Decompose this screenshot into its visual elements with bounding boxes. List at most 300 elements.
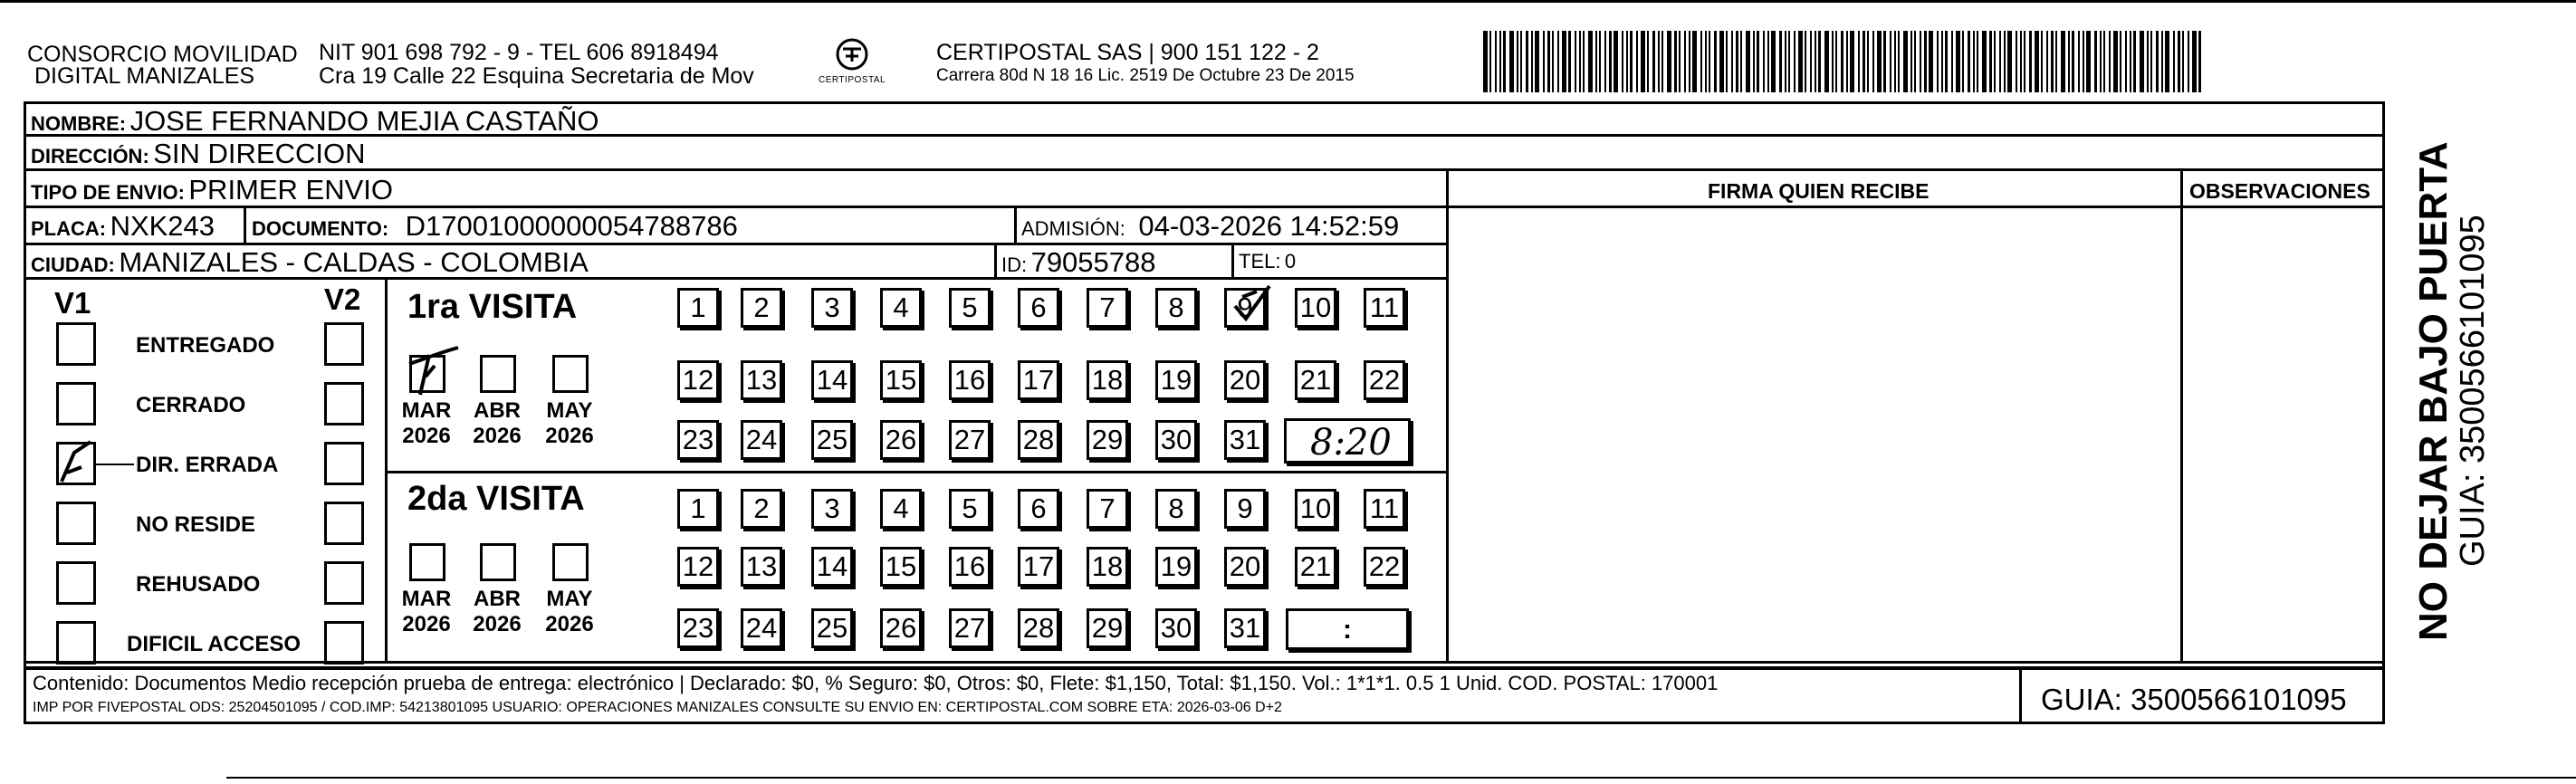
barcode-bar [1543,31,1545,92]
v2-checkbox[interactable] [324,561,364,605]
tipo-envio-label: TIPO DE ENVIO: [31,181,185,204]
v2-checkbox[interactable] [324,502,364,545]
month-name: ABR [474,587,521,611]
month-year: 2026 [473,423,522,448]
barcode-bar [1684,31,1686,92]
barcode-bar [1794,31,1796,92]
visit2-title: 2da VISITA [407,480,585,518]
barcode-bar [1989,31,1992,92]
barcode-bar [1924,31,1927,92]
tel-cell [1239,252,1296,272]
month-name: MAY [546,587,593,611]
barcode-bar [2029,31,2032,92]
barcode-bar [1626,31,1628,92]
barcode-bar [2083,31,2084,92]
day-box[interactable]: 26 [880,420,922,460]
logo-caption: CERTIPOSTAL [819,75,886,85]
barcode-bar [1824,31,1829,92]
day-box[interactable]: 20 [1224,360,1266,400]
v1-check-mark [54,436,100,489]
day-box[interactable]: 21 [1295,547,1336,587]
day-box[interactable]: 22 [1364,360,1405,400]
day-box[interactable]: 16 [949,360,991,400]
barcode-bar [2094,31,2097,92]
barcode-bar [1495,31,1497,92]
barcode-bar [1850,31,1854,92]
v2-checkbox[interactable] [324,621,364,664]
courier-line2: Carrera 80d N 18 16 Lic. 2519 De Octubre 23 De 2015 [936,66,1355,85]
day-box[interactable]: 31 [1224,420,1266,460]
visit1-time-box[interactable] [1284,418,1411,464]
id-value: 79055788 [1030,246,1156,278]
barcode-bar [1920,31,1921,92]
day-box[interactable]: 28 [1018,608,1059,648]
barcode-bar [1658,31,1660,92]
barcode-bar [1636,31,1638,92]
day-box[interactable]: 13 [741,360,782,400]
status-option-label: REHUSADO [136,572,261,597]
day-box[interactable]: 30 [1155,420,1197,460]
direccion-label: DIRECCIÓN: [31,145,149,167]
month-year: 2026 [473,611,522,636]
day-box[interactable]: 10 [1295,489,1336,529]
row-line [24,168,2385,171]
barcode-bar [1890,31,1891,92]
day-box[interactable]: 17 [1018,547,1059,587]
month-year: 2026 [545,423,594,448]
barcode-bar [1692,31,1697,92]
day-box[interactable]: 4 [880,489,922,529]
day-box[interactable]: 6 [1018,288,1059,328]
barcode-bar [1726,31,1728,92]
barcode-bar [1557,31,1559,92]
barcode-bar [1614,31,1618,92]
barcode-bar [1779,31,1782,92]
barcode-bar [1652,31,1655,92]
month-year: 2026 [402,611,451,636]
month-label [467,398,527,448]
day-box[interactable]: 8 [1155,489,1197,529]
day-box[interactable]: 21 [1295,360,1336,400]
barcode-bar [1903,31,1908,92]
day-box[interactable]: 18 [1087,547,1128,587]
day-box[interactable]: 19 [1155,360,1197,400]
v2-checkbox[interactable] [324,382,364,425]
barcode-bar [2188,31,2189,92]
day-box[interactable]: 19 [1155,547,1197,587]
day-box[interactable]: 11 [1364,288,1405,328]
barcode-bar [1956,31,1960,92]
barcode-bar [2072,31,2074,92]
ciudad-value: MANIZALES - CALDAS - COLOMBIA [119,246,589,278]
barcode-bar [1746,31,1750,92]
barcode-bar [1709,31,1710,92]
footer-line [24,661,2385,664]
barcode-bar [1740,31,1742,92]
barcode-bar [1982,31,1987,92]
barcode-bar [1489,31,1491,92]
day-box[interactable]: 15 [880,547,922,587]
status-option-label: DIR. ERRADA [136,453,279,477]
barcode-bar [1835,31,1837,92]
barcode-bar [1753,31,1755,92]
barcode-bar [1973,31,1975,92]
day-check-mark [1230,281,1275,326]
company-name-line1: CONSORCIO MOVILIDAD [27,42,298,67]
month-checkbox[interactable] [480,543,516,581]
barcode-bar [1503,31,1506,92]
barcode-bar [1531,31,1533,92]
barcode-bar [1771,31,1776,92]
barcode-bar [1841,31,1843,92]
placa-value: NXK243 [110,210,215,242]
barcode-bar [1604,31,1606,92]
barcode-bar [1945,31,1948,92]
barcode-bar [2198,31,2201,92]
v2-checkbox[interactable] [324,442,364,485]
barcode-bar [1641,31,1645,92]
barcode-bar [1509,31,1514,92]
barcode-bar [1818,31,1821,92]
visit1-time-value: 8:20 [1310,422,1392,464]
barcode-bar [2182,31,2184,92]
cell-divider [994,243,997,277]
month-checkbox[interactable] [409,543,445,581]
barcode-bar [1977,31,1978,92]
barcode-bar [2051,31,2054,92]
barcode-bar [1962,31,1964,92]
placa-label: PLACA: [31,217,107,240]
day-box[interactable]: 15 [880,360,922,400]
day-box[interactable]: 12 [677,547,719,587]
month-checkbox[interactable] [552,543,589,581]
day-box[interactable]: 7 [1087,288,1128,328]
barcode-bar [2192,31,2197,92]
nombre-value: JOSE FERNANDO MEJIA CASTAÑO [129,105,599,137]
barcode-bar [2147,31,2149,92]
day-box[interactable]: 11 [1364,489,1405,529]
barcode-bar [2024,31,2025,92]
day-box[interactable]: 1 [677,489,719,529]
day-box[interactable]: 29 [1087,420,1128,460]
row-line [24,243,1449,245]
month-label [397,587,456,636]
visit1-title: 1ra VISITA [407,288,578,326]
day-box[interactable]: 24 [741,608,782,648]
documento-label: DOCUMENTO: [252,217,389,240]
month-label [540,398,599,448]
day-box[interactable]: 20 [1224,547,1266,587]
barcode-bar [2055,31,2057,92]
barcode-bar [1517,31,1518,92]
day-box[interactable]: 26 [880,608,922,648]
barcode-bar [2120,31,2121,92]
day-box[interactable]: 2 [741,489,782,529]
day-box[interactable]: 17 [1018,360,1059,400]
id-label: ID: [1001,253,1028,276]
day-box[interactable]: 25 [811,420,853,460]
day-box[interactable]: 5 [949,489,991,529]
day-box[interactable]: 28 [1018,420,1059,460]
barcode-bar [1815,31,1816,92]
barcode-bar [1700,31,1702,92]
barcode-bar [1846,31,1848,92]
barcode-bar [1767,31,1769,92]
day-box[interactable]: 1 [677,288,719,328]
barcode-bar [1499,31,1501,92]
barcode-bar [1894,31,1896,92]
barcode-bar [1910,31,1912,92]
barcode-bar [2100,31,2102,92]
status-option-label: DIFICIL ACCESO [127,632,302,656]
day-box[interactable]: 5 [949,288,991,328]
barcode-bar [1877,31,1882,92]
month-checkbox[interactable] [480,355,516,393]
barcode-bar [1679,31,1681,92]
visit-divider [385,471,1449,473]
placa-cell [31,212,215,240]
month-label [397,398,456,448]
row-line [1449,206,2385,208]
barcode-bar [1867,31,1869,92]
barcode-bar [1994,31,1996,92]
day-box[interactable]: 30 [1155,608,1197,648]
day-box[interactable]: 25 [811,608,853,648]
day-box[interactable]: 29 [1087,608,1128,648]
barcode-bar [1941,31,1943,92]
bottom-rule [226,777,2576,779]
day-box[interactable]: 13 [741,547,782,587]
barcode-bar [1535,31,1539,92]
barcode-bar [2133,31,2136,92]
status-option-label: ENTREGADO [136,333,275,358]
barcode-bar [1595,31,1597,92]
v1-checkbox[interactable] [56,561,96,605]
barcode-bar [1999,31,2001,92]
tipo-envio-value: PRIMER ENVIO [188,174,394,206]
month-year: 2026 [402,423,451,448]
barcode [1483,31,2207,92]
day-box[interactable]: 10 [1295,288,1336,328]
day-box[interactable]: 9 [1224,489,1266,529]
barcode-bar [1647,31,1649,92]
day-box[interactable]: 24 [741,420,782,460]
barcode-bar [1562,31,1566,92]
v2-header: V2 [324,282,361,316]
barcode-bar [1832,31,1834,92]
barcode-bar [2156,31,2159,92]
barcode-bar [1810,31,1812,92]
day-box[interactable]: 9 [1224,288,1266,328]
barcode-bar [1674,31,1677,92]
barcode-bar [1785,31,1786,92]
col-divider-firma [1446,168,1449,661]
address-line: Cra 19 Calle 22 Esquina Secretaria de Mov [319,63,754,89]
admision-value: 04-03-2026 14:52:59 [1138,210,1400,242]
nombre-row [31,107,599,135]
admision-label: ADMISIÓN: [1021,217,1125,240]
barcode-bar [1609,31,1612,92]
barcode-bar [1719,31,1724,92]
cell-divider [1014,206,1017,243]
barcode-bar [2150,31,2152,92]
day-box[interactable]: 27 [949,420,991,460]
barcode-bar [1914,31,1916,92]
barcode-bar [1579,31,1581,92]
day-box[interactable]: 3 [811,288,853,328]
day-box[interactable]: 2 [741,288,782,328]
top-edge-line [0,0,2576,3]
side-guia: GUIA: 3500566101095 [2454,215,2492,567]
certipostal-logo [811,36,893,94]
barcode-bar [2061,31,2065,92]
day-box[interactable]: 18 [1087,360,1128,400]
month-label [467,587,527,636]
barcode-bar [1661,31,1663,92]
day-box[interactable]: 14 [811,547,853,587]
barcode-bar [1599,31,1601,92]
barcode-bar [1951,31,1953,92]
barcode-bar [1757,31,1759,92]
day-box[interactable]: 27 [949,608,991,648]
barcode-bar [1937,31,1939,92]
col-divider-observaciones [2180,168,2183,661]
tel-label: TEL: [1239,250,1281,272]
barcode-bar [2173,31,2175,92]
day-box[interactable]: 14 [811,360,853,400]
v1-checkbox[interactable] [56,621,96,664]
month-name: MAR [401,398,452,423]
barcode-bar [1583,31,1585,92]
barcode-bar [1689,31,1690,92]
tel-value: 0 [1284,250,1297,272]
barcode-bar [1929,31,1933,92]
visit2-time-box[interactable] [1286,608,1409,650]
barcode-bar [1788,31,1790,92]
month-name: ABR [474,398,521,423]
barcode-bar [1568,31,1571,92]
month-label [540,587,599,636]
day-box[interactable]: 6 [1018,489,1059,529]
barcode-bar [1667,31,1671,92]
v1-checkbox[interactable] [56,322,96,366]
v2-checkbox[interactable] [324,322,364,366]
barcode-bar [2178,31,2180,92]
barcode-bar [2041,31,2043,92]
barcode-bar [1731,31,1733,92]
courier-line1: CERTIPOSTAL SAS | 900 151 122 - 2 [936,40,1319,65]
barcode-bar [1705,31,1707,92]
day-box[interactable]: 12 [677,360,719,400]
v1-checkbox[interactable] [56,502,96,545]
day-box[interactable]: 23 [677,420,719,460]
day-box[interactable]: 4 [880,288,922,328]
month-name: MAY [546,398,593,423]
barcode-bar [1968,31,1970,92]
barcode-bar [2103,31,2105,92]
ciudad-cell [31,248,589,276]
barcode-bar [2140,31,2144,92]
status-option-label: NO RESIDE [136,512,256,537]
footer-imp: IMP POR FIVEPOSTAL ODS: 25204501095 / COD.IMP: 54213801095 USUARIO: OPERACIONES MANIZALES CONSULTE SU ENVIO EN: CERTIPOSTAL.COM SOBRE ETA: 2026-03-06 D+2 [33,700,1282,715]
company-name-line2: DIGITAL MANIZALES [34,63,255,89]
footer-guia: GUIA: 3500566101095 [2041,683,2347,716]
barcode-bar [1714,31,1717,92]
barcode-bar [2068,31,2070,92]
barcode-bar [1898,31,1900,92]
barcode-bar [1547,31,1550,92]
barcode-bar [1622,31,1623,92]
barcode-bar [2161,31,2163,92]
cell-divider [244,206,246,243]
barcode-bar [2130,31,2131,92]
barcode-bar [1736,31,1738,92]
barcode-bar [2109,31,2111,92]
leader-line [96,464,134,465]
barcode-bar [1483,31,1488,92]
barcode-bar [2020,31,2022,92]
v1-checkbox[interactable] [56,382,96,425]
month-name: MAR [401,587,452,611]
barcode-bar [2078,31,2080,92]
barcode-bar [1798,31,1803,92]
tipo-envio-row [31,176,393,204]
barcode-bar [2113,31,2118,92]
barcode-bar [2165,31,2169,92]
barcode-bar [1805,31,1806,92]
footer-contenido: Contenido: Documentos Medio recepción prueba de entrega: electrónico | Declarado: $0, % Seguro: $0, Otros: $0, Flete: $1,150, Total: $1,150. Vol.: 1*1*1. 0.5 1 Unid. COD. POSTAL: 170001 [33,672,1719,694]
v1-header: V1 [54,286,91,320]
day-box[interactable]: 22 [1364,547,1405,587]
barcode-bar [1630,31,1633,92]
barcode-bar [2125,31,2127,92]
status-divider [385,277,388,661]
nombre-label: NOMBRE: [31,112,127,135]
visit2-time-value: : [1343,615,1352,645]
ciudad-label: CIUDAD: [31,253,115,276]
month-checkbox[interactable] [552,355,589,393]
admision-cell [1021,212,1399,240]
barcode-bar [2035,31,2039,92]
day-box[interactable]: 7 [1087,489,1128,529]
cell-divider [1231,243,1234,277]
barcode-bar [1763,31,1765,92]
day-box[interactable]: 8 [1155,288,1197,328]
status-option-label: CERRADO [136,393,246,417]
day-box[interactable]: 31 [1224,608,1266,648]
documento-value: D17001000000054788786 [405,210,738,242]
barcode-bar [1858,31,1860,92]
no-dejar-bajo-puerta: NO DEJAR BAJO PUERTA [2411,141,2456,641]
barcode-bar [2007,31,2012,92]
day-box[interactable]: 16 [949,547,991,587]
day-box[interactable]: 23 [677,608,719,648]
id-cell [1001,248,1156,276]
direccion-row [31,139,365,167]
barcode-bar [2016,31,2017,92]
barcode-bar [1872,31,1874,92]
barcode-bar [1575,31,1576,92]
direccion-value: SIN DIRECCION [153,138,366,169]
row-line [24,206,1449,208]
firma-header: FIRMA QUIEN RECIBE [1708,179,1930,203]
barcode-bar [1552,31,1554,92]
barcode-bar [1526,31,1528,92]
day-box[interactable]: 3 [811,489,853,529]
barcode-bar [1520,31,1522,92]
barcode-bar [1883,31,1886,92]
nit-line: NIT 901 698 792 - 9 - TEL 606 8918494 [319,40,719,65]
